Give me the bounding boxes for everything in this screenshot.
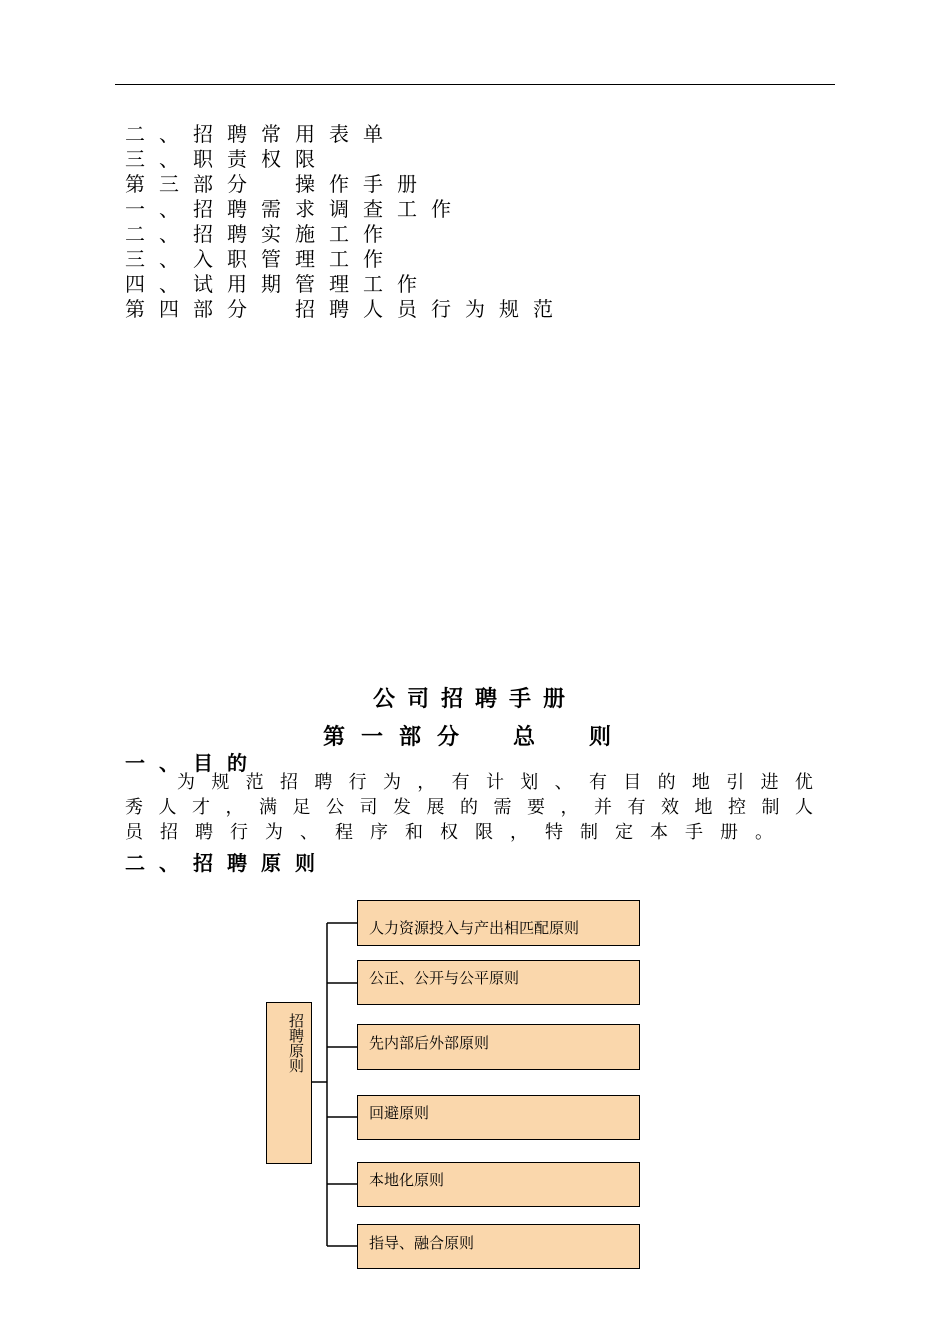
principle-box: 公正、公开与公平原则 bbox=[357, 960, 640, 1005]
principle-box: 指导、融合原则 bbox=[357, 1224, 640, 1269]
principle-box: 回避原则 bbox=[357, 1095, 640, 1140]
toc-item: 三、入职管理工作 bbox=[125, 247, 397, 271]
toc-item: 第三部分 操作手册 bbox=[125, 172, 431, 196]
principle-box: 本地化原则 bbox=[357, 1162, 640, 1207]
part-title: 第一部分 总 则 bbox=[322, 724, 627, 750]
document-title: 公司招聘手册 bbox=[372, 686, 577, 712]
diagram-root-box: 招聘原则 bbox=[266, 1002, 312, 1164]
toc-item: 二、招聘常用表单 bbox=[125, 122, 397, 146]
toc-item: 三、职责权限 bbox=[125, 147, 329, 171]
toc-item: 一、招聘需求调查工作 bbox=[125, 197, 465, 221]
section-heading-purpose: 一、目的 bbox=[125, 751, 261, 775]
toc-item: 二、招聘实施工作 bbox=[125, 222, 397, 246]
principle-box: 先内部后外部原则 bbox=[357, 1024, 640, 1070]
paragraph-line: 员 招 聘 行 为 、 程 序 和 权 限 ， 特 制 定 本 手 册 。 bbox=[125, 822, 773, 843]
toc-item: 第四部分 招聘人员行为规范 bbox=[125, 297, 567, 321]
paragraph-line: 秀 人 才 ， 满 足 公 司 发 展 的 需 要 ， 并 有 效 地 控 制 人 bbox=[125, 797, 813, 818]
section-heading-principles: 二、招聘原则 bbox=[125, 851, 329, 875]
paragraph-line: 为 规 范 招 聘 行 为 ， 有 计 划 、 有 目 的 地 引 进 优 bbox=[177, 772, 813, 793]
principle-box: 人力资源投入与产出相匹配原则 bbox=[357, 900, 640, 946]
toc-item: 四、试用期管理工作 bbox=[125, 272, 431, 296]
